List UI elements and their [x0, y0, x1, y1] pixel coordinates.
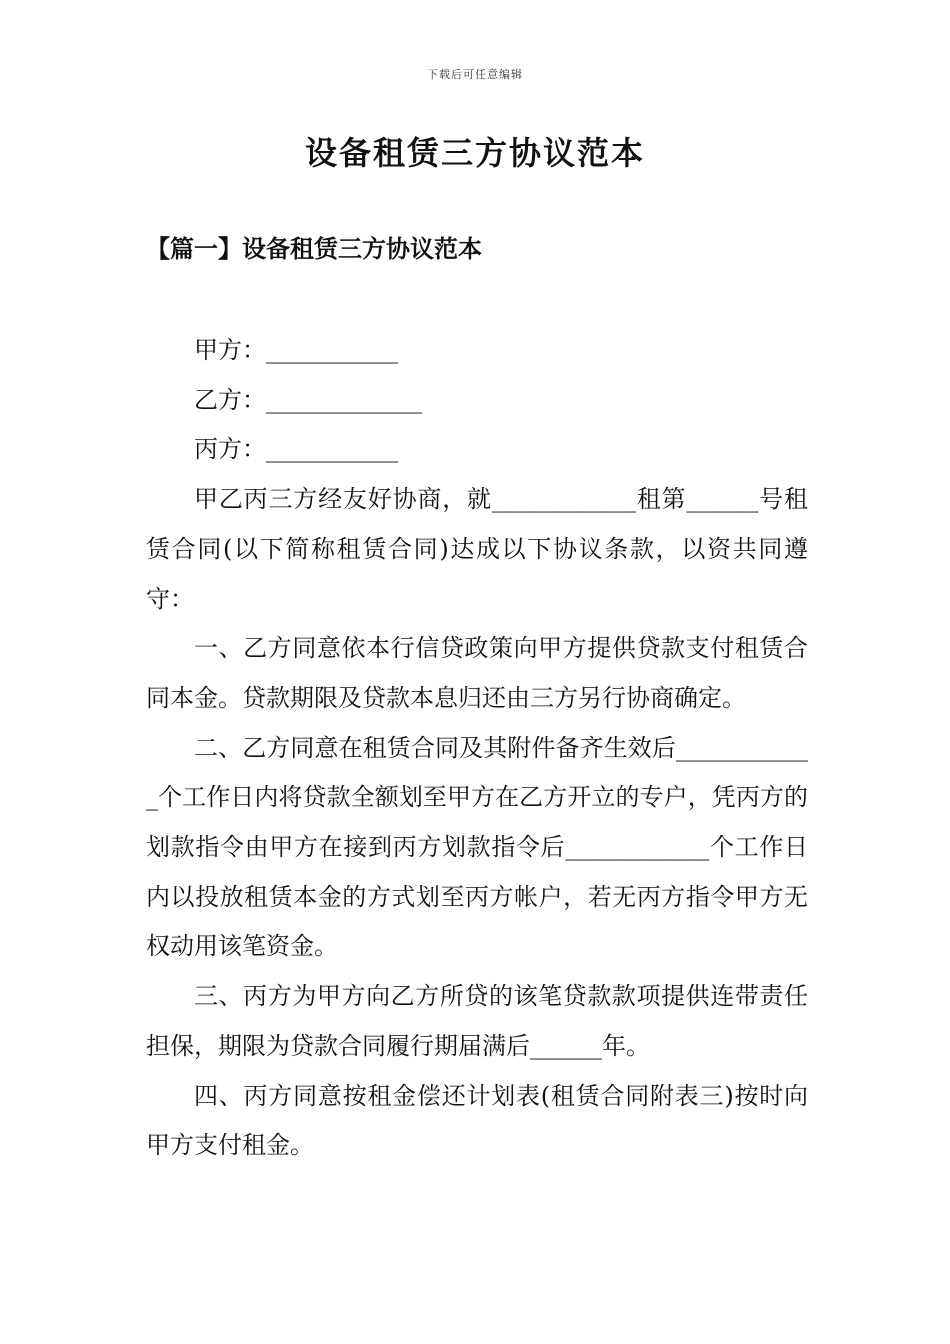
section-heading: 【篇一】设备租赁三方协议范本	[146, 234, 482, 263]
header-note: 下载后可任意编辑	[427, 68, 523, 81]
clause-3-paragraph: 三、丙方为甲方向乙方所贷的该笔贷款款项提供连带责任担保，期限为贷款合同履行期届满后______年。	[146, 982, 808, 1060]
party-a-line: 甲方：___________	[194, 336, 398, 364]
clause-1-paragraph: 一、乙方同意依本行信贷政策向甲方提供贷款支付租赁合同本金。贷款期限及贷款本息归还由三方另行协商确定。	[146, 634, 808, 712]
clause-2-paragraph: 二、乙方同意在租赁合同及其附件备齐生效后____________个工作日内将贷款全额划至甲方在乙方开立的专户，凭丙方的划款指令由甲方在接到丙方划款指令后____________个工作日内以投放租赁本金的方式划至丙方帐户，若无丙方指令甲方无权动用该笔资金。	[146, 733, 808, 961]
party-c-line: 丙方：___________	[194, 435, 398, 464]
intro-paragraph: 甲乙丙三方经友好协商，就____________租第______号租赁合同(以下简称租赁合同)达成以下协议条款，以资共同遵守：	[146, 485, 808, 613]
document-title: 设备租赁三方协议范本	[304, 134, 645, 172]
party-b-line: 乙方：_____________	[194, 385, 422, 414]
document-body	[146, 326, 808, 1171]
clause-4-paragraph: 四、丙方同意按租金偿还计划表(租赁合同附表三)按时向甲方支付租金。	[146, 1081, 808, 1160]
